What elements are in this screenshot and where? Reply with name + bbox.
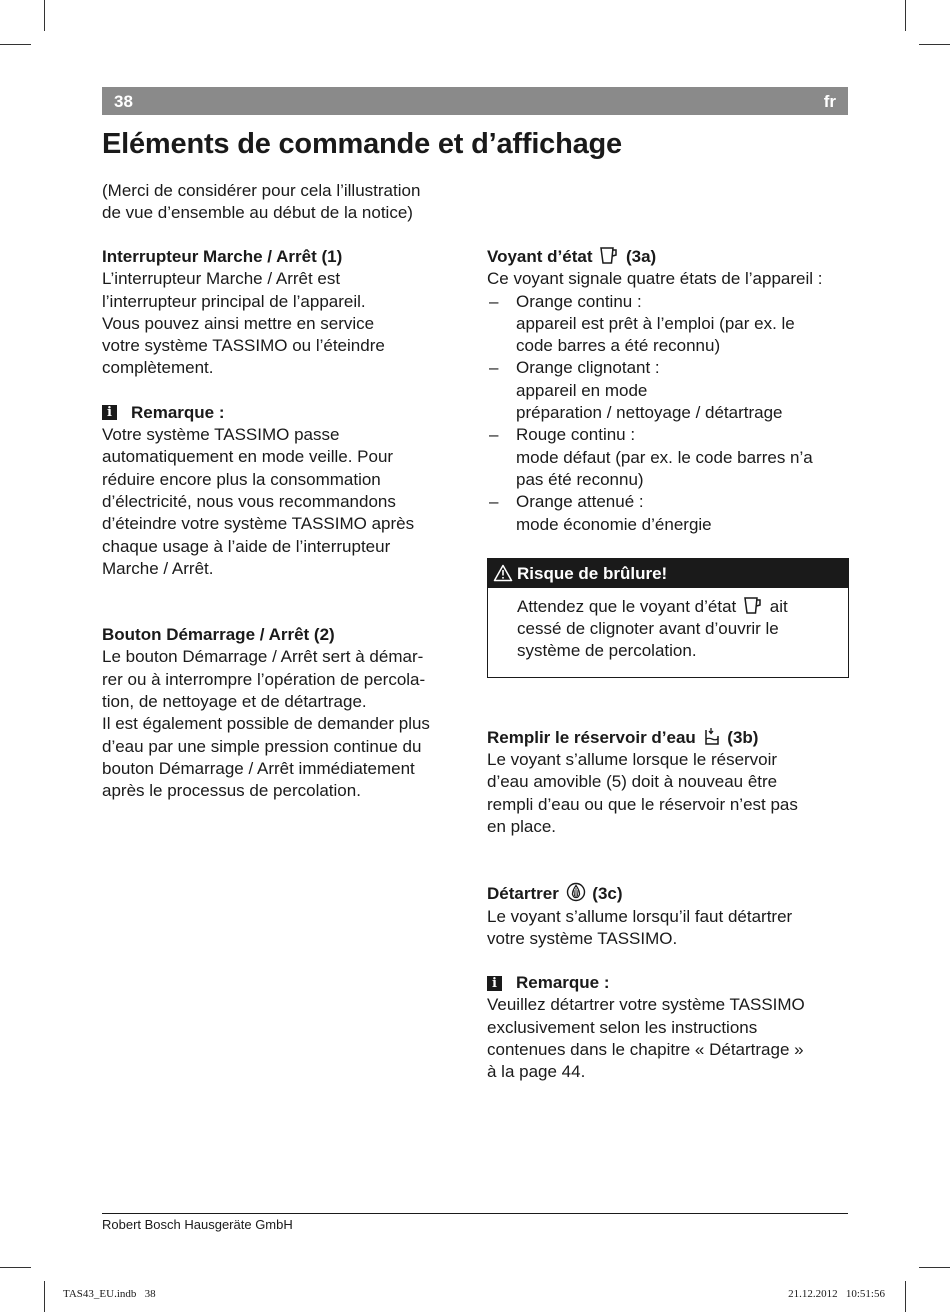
body-line: Vous pouvez ainsi mettre en service xyxy=(102,313,375,333)
body-line: Ce voyant signale quatre états de l’appareil : xyxy=(487,269,823,289)
crop-mark xyxy=(919,44,950,45)
body-line: d’eau amovible (5) doit à nouveau être xyxy=(487,772,778,792)
body-line: bouton Démarrage / Arrêt immédiatement xyxy=(102,758,415,778)
list-item-line: appareil en mode xyxy=(516,380,648,400)
section-power-switch xyxy=(102,246,472,380)
crop-mark xyxy=(0,44,31,45)
body-line: à la page 44. xyxy=(487,1062,586,1082)
list-item xyxy=(487,424,849,491)
section-heading: Interrupteur Marche / Arrêt (1) xyxy=(102,247,343,266)
cup-icon xyxy=(743,597,763,615)
body-line: tion, de nettoyage et de détartrage. xyxy=(102,692,367,712)
section-heading-ref: (3a) xyxy=(625,247,657,266)
body-line: d’eau par une simple pression continue du xyxy=(102,736,422,756)
note-heading-row xyxy=(487,972,849,994)
print-slug-file: TAS43_EU.indb 38 xyxy=(63,1288,156,1300)
list-item-line: mode défaut (par ex. le code barres n’a xyxy=(516,447,813,467)
section-heading-text: Voyant d’état xyxy=(487,247,593,266)
body-line: l’interrupteur principal de l’appareil. xyxy=(102,291,366,311)
language-code: fr xyxy=(823,92,836,111)
footer-rule xyxy=(102,1213,848,1214)
section-heading-text: Détartrer xyxy=(487,884,559,904)
warning-line: cessé de clignoter avant d’ouvrir le xyxy=(517,619,779,639)
body-line: automatiquement en mode veille. Pour xyxy=(102,447,394,467)
section-status-light xyxy=(487,246,849,536)
descale-icon xyxy=(566,882,586,902)
crop-mark xyxy=(905,1281,906,1312)
warning-text: ait xyxy=(769,596,788,616)
intro-text xyxy=(102,180,472,225)
crop-mark xyxy=(905,0,906,31)
list-item-line: préparation / nettoyage / détartrage xyxy=(516,403,783,423)
crop-mark xyxy=(919,1267,950,1268)
body-line: Le voyant s’allume lorsque le réservoir xyxy=(487,750,778,770)
section-heading-text: Remplir le réservoir d’eau xyxy=(487,727,696,747)
info-icon: i xyxy=(487,976,502,991)
crop-mark xyxy=(0,1267,31,1268)
list-item-label: – Orange clignotant : xyxy=(516,358,660,378)
body-line: contenues dans le chapitre « Détartrage » xyxy=(487,1040,804,1060)
right-column xyxy=(487,246,849,1084)
warning-text: Attendez que le voyant d’état xyxy=(517,596,737,616)
section-descale xyxy=(487,882,849,950)
warning-body xyxy=(488,588,848,677)
body-line: d’électricité, nous vous recommandons xyxy=(102,491,396,511)
list-item-line: mode économie d’énergie xyxy=(516,514,712,534)
page-title: Eléments de commande et d’affichage xyxy=(102,128,622,160)
footer-company: Robert Bosch Hausgeräte GmbH xyxy=(102,1217,293,1232)
body-line: après le processus de percolation. xyxy=(102,781,361,801)
list-item-label: – Rouge continu : xyxy=(516,425,636,445)
warning-title: Risque de brûlure! xyxy=(517,563,668,583)
intro-line: (Merci de considérer pour cela l’illustration xyxy=(102,181,421,200)
body-line: votre système TASSIMO. xyxy=(487,928,678,948)
list-item-line: appareil est prêt à l’emploi (par ex. le xyxy=(516,313,795,333)
body-line: d’éteindre votre système TASSIMO après xyxy=(102,514,415,534)
body-line: réduire encore plus la consommation xyxy=(102,469,381,489)
warning-line xyxy=(517,596,834,618)
section-heading-ref: (3c) xyxy=(592,884,623,904)
page-number: 38 xyxy=(114,92,133,111)
body-line: Le voyant s’allume lorsqu’il faut détartrer xyxy=(487,906,793,926)
list-item-label: – Orange attenué : xyxy=(516,492,644,512)
body-line: votre système TASSIMO ou l’éteindre xyxy=(102,336,385,356)
list-item xyxy=(487,491,849,536)
body-line: en place. xyxy=(487,816,556,836)
body-line: rer ou à interrompre l’opération de percola- xyxy=(102,669,426,689)
note-heading: Remarque : xyxy=(516,973,610,993)
body-line: chaque usage à l’aide de l’interrupteur xyxy=(102,536,391,556)
body-line: Veuillez détartrer votre système TASSIMO xyxy=(487,995,805,1015)
intro-line: de vue d’ensemble au début de la notice) xyxy=(102,203,413,223)
warning-header xyxy=(488,559,848,588)
body-line: L’interrupteur Marche / Arrêt est xyxy=(102,269,341,289)
warning-line: système de percolation. xyxy=(517,641,697,661)
section-heading-ref: (3b) xyxy=(727,727,759,747)
print-slug-datetime: 21.12.2012 10:51:56 xyxy=(788,1288,885,1300)
status-list xyxy=(487,291,849,536)
list-item-line: pas été reconnu) xyxy=(516,469,644,489)
body-line: Votre système TASSIMO passe xyxy=(102,425,340,445)
list-item-label: – Orange continu : xyxy=(516,291,642,311)
body-line: rempli d’eau ou que le réservoir n’est pas xyxy=(487,794,798,814)
crop-mark xyxy=(44,1281,45,1312)
body-line: Le bouton Démarrage / Arrêt sert à démar- xyxy=(102,647,424,667)
section-heading xyxy=(487,727,849,749)
note-heading-row xyxy=(102,402,472,424)
body-line: Marche / Arrêt. xyxy=(102,558,214,578)
crop-mark xyxy=(44,0,45,31)
water-tank-icon xyxy=(703,727,721,746)
list-item-line: code barres a été reconnu) xyxy=(516,336,721,356)
section-start-stop-button xyxy=(102,624,472,802)
note-heading: Remarque : xyxy=(131,402,225,422)
cup-icon xyxy=(599,247,619,265)
section-heading xyxy=(487,882,849,905)
note-descaling xyxy=(487,972,849,1083)
section-heading xyxy=(487,246,849,268)
list-item xyxy=(487,357,849,424)
page-header-bar xyxy=(102,87,848,115)
warning-box xyxy=(487,558,849,678)
warning-triangle-icon xyxy=(493,564,513,582)
note-standby xyxy=(102,402,472,580)
body-line: Il est également possible de demander plus xyxy=(102,714,430,734)
left-column xyxy=(102,246,472,803)
list-item xyxy=(487,291,849,358)
section-heading: Bouton Démarrage / Arrêt (2) xyxy=(102,625,335,645)
body-line: exclusivement selon les instructions xyxy=(487,1017,758,1037)
info-icon: i xyxy=(102,405,117,420)
section-fill-water-tank xyxy=(487,727,849,838)
body-line: complètement. xyxy=(102,358,214,378)
